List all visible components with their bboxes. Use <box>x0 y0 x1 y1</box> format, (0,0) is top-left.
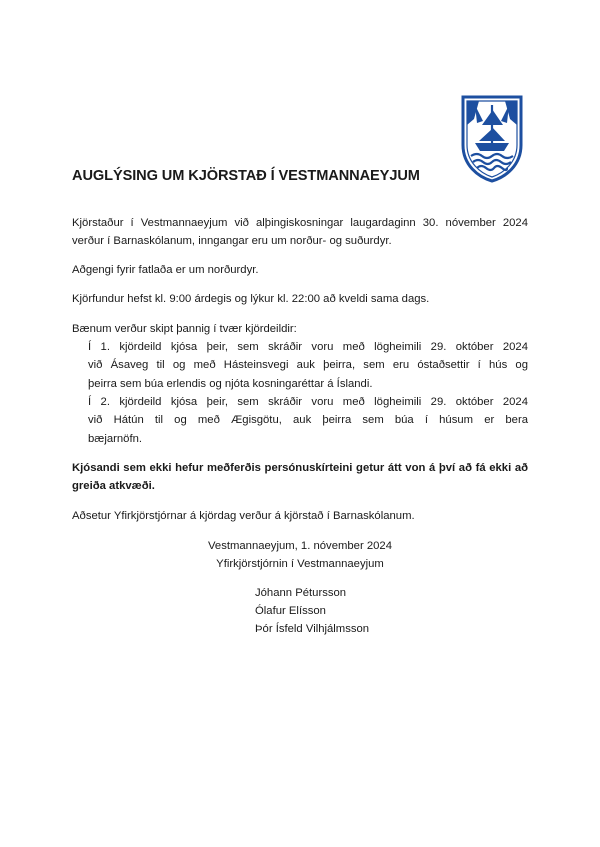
hours-text: Kjörfundur hefst kl. 9:00 árdegis og lýkur kl. 22:00 að kveldi sama dags. <box>72 293 430 305</box>
id-notice-end <box>72 477 528 495</box>
division-2-line-3: bæjarnöfn. <box>88 433 143 445</box>
division-1-line-1: Í 1. kjördeild kjósa þeir, sem skráðir voru með lögheimili 29. október 2024 <box>88 341 528 353</box>
id-notice <box>72 459 528 477</box>
signatory-2: Ólafur Elísson <box>255 605 326 617</box>
division-2-end <box>88 430 528 448</box>
division-1-end <box>88 375 528 393</box>
division-2-top <box>88 393 528 430</box>
division-2-line-1: Í 2. kjördeild kjósa þeir, sem skráðir voru með lögheimili 29. október 2024 <box>88 396 528 408</box>
division-1-line-2: við Ásaveg til og með Hásteinsvegi auk þeirra, sem eru óstaðsettir í hús og <box>88 359 528 372</box>
intro-paragraph <box>72 214 528 232</box>
divisions-intro: Bænum verður skipt þannig í tvær kjördeildir: <box>72 323 297 335</box>
id-notice-line-1: Kjósandi sem ekki hefur meðferðis persónuskírteini getur átt von á því að fá ekki að <box>72 462 528 474</box>
signatory-3: Þór Ísfeld Vilhjálmsson <box>255 623 370 635</box>
signatory-1: Jóhann Pétursson <box>255 587 347 599</box>
vestmannaeyjar-coat-of-arms-icon <box>461 95 523 183</box>
division-1-line-3: þeirra sem búa erlendis og njóta kosningaréttar á Íslandi. <box>88 378 373 390</box>
division-1-top <box>88 338 528 375</box>
division-2-line-2: við Hátún til og með Ægisgötu, auk þeirra sem búa í húsum er bera <box>88 414 528 427</box>
intro-line-2: verður í Barnaskólanum, inngangar eru um norður- og suðurdyr. <box>72 235 392 247</box>
committee-name: Yfirkjörstjórnin í Vestmannaeyjum <box>216 558 384 570</box>
place-date: Vestmannaeyjum, 1. nóvember 2024 <box>208 540 392 552</box>
intro-paragraph-end <box>72 232 528 250</box>
notice-title: AUGLÝSING UM KJÖRSTAÐ Í VESTMANNAEYJUM <box>72 168 420 184</box>
accessibility-text: Aðgengi fyrir fatlaða er um norðurdyr. <box>72 264 259 276</box>
intro-line-1: Kjörstaður í Vestmannaeyjum við alþingiskosningar laugardaginn 30. nóvember 2024 <box>72 217 528 229</box>
id-notice-line-2: greiða atkvæði. <box>72 480 155 492</box>
board-location-text: Aðsetur Yfirkjörstjórnar á kjördag verður á kjörstað í Barnaskólanum. <box>72 510 415 522</box>
